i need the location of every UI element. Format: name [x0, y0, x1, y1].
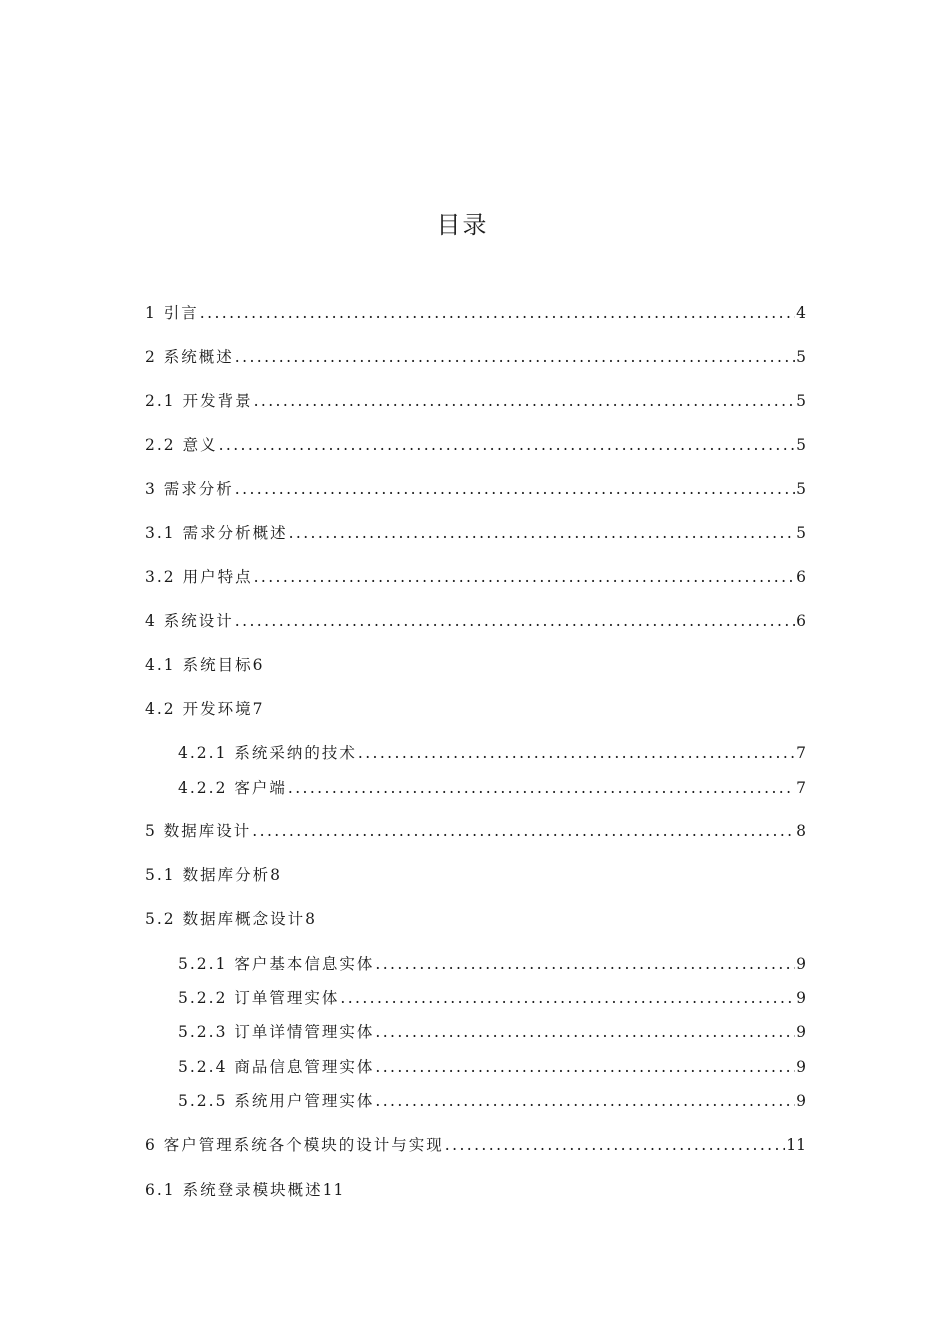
toc-page-number: 11 — [322, 1181, 345, 1199]
toc-entry-label: 3.2 用户特点 — [145, 568, 253, 586]
toc-entry-label: 5.2.1 客户基本信息实体 — [178, 955, 375, 973]
toc-page-number: 7 — [796, 744, 806, 762]
toc-entry-2[interactable] — [145, 345, 806, 367]
toc-page-number: 8 — [270, 866, 281, 884]
toc-entry-5-2-2[interactable] — [178, 986, 806, 1008]
dot-leader — [235, 480, 795, 498]
toc-entry-4-2[interactable] — [145, 697, 806, 719]
toc-entry-label: 2.2 意义 — [145, 436, 218, 454]
dot-leader — [375, 1023, 795, 1041]
toc-page-number: 5 — [796, 524, 806, 542]
toc-page-number: 9 — [796, 1092, 806, 1110]
toc-entry-label: 4.1 系统目标 — [145, 656, 253, 674]
toc-entry-4[interactable] — [145, 609, 806, 631]
toc-entry-4-1[interactable] — [145, 653, 806, 675]
toc-entry-label: 4.2.2 客户端 — [178, 779, 287, 797]
dot-leader — [445, 1136, 785, 1154]
toc-entry-label: 4 系统设计 — [145, 612, 234, 630]
toc-entry-label: 4.2.1 系统采纳的技术 — [178, 744, 357, 762]
toc-page-number: 5 — [796, 436, 806, 454]
toc-page-number: 11 — [786, 1136, 806, 1154]
toc-entry-4-2-2[interactable] — [178, 776, 806, 798]
dot-leader — [219, 436, 796, 454]
toc-page-number: 9 — [796, 955, 806, 973]
dot-leader — [340, 989, 795, 1007]
toc-entry-label: 5.2.4 商品信息管理实体 — [178, 1058, 375, 1076]
toc-entry-5-2-5[interactable] — [178, 1089, 806, 1111]
toc-entry-6-1[interactable] — [145, 1178, 806, 1200]
toc-entry-label: 3 需求分析 — [145, 480, 234, 498]
toc-entry-label: 5.1 数据库分析 — [145, 866, 271, 884]
toc-page-number: 5 — [796, 480, 806, 498]
toc-entry-label: 5.2 数据库概念设计 — [145, 910, 306, 928]
toc-page-number: 5 — [796, 348, 806, 366]
dot-leader — [358, 744, 795, 762]
dot-leader — [375, 955, 795, 973]
toc-page-number: 6 — [252, 656, 264, 674]
toc-entry-label: 5.2.5 系统用户管理实体 — [178, 1092, 375, 1110]
toc-entry-2-1[interactable] — [145, 389, 806, 411]
toc-entry-1[interactable] — [145, 301, 806, 323]
toc-entry-5[interactable] — [145, 819, 806, 841]
dot-leader — [200, 304, 795, 322]
toc-entry-label: 4.2 开发环境 — [145, 700, 253, 718]
dot-leader — [254, 392, 796, 410]
dot-leader — [235, 612, 795, 630]
toc-page-number: 8 — [305, 910, 316, 928]
toc-entry-4-2-1[interactable] — [178, 741, 806, 763]
toc-page-number: 9 — [796, 989, 806, 1007]
toc-entry-5-2-4[interactable] — [178, 1055, 806, 1077]
toc-entry-3-2[interactable] — [145, 565, 806, 587]
dot-leader — [375, 1092, 795, 1110]
toc-entry-3-1[interactable] — [145, 521, 806, 543]
toc-entry-2-2[interactable] — [145, 433, 806, 455]
dot-leader — [375, 1058, 795, 1076]
toc-page-number: 4 — [796, 304, 806, 322]
toc-page-number: 7 — [796, 779, 806, 797]
dot-leader — [254, 568, 796, 586]
toc-entry-label: 6 客户管理系统各个模块的设计与实现 — [145, 1136, 444, 1154]
toc-entry-label: 3.1 需求分析概述 — [145, 524, 288, 542]
toc-page-number: 9 — [796, 1023, 806, 1041]
toc-page-number: 6 — [796, 568, 806, 586]
toc-entry-label: 6.1 系统登录模块概述 — [145, 1181, 323, 1199]
dot-leader — [288, 779, 795, 797]
toc-entry-5-1[interactable] — [145, 863, 806, 885]
toc-entry-5-2-1[interactable] — [178, 952, 806, 974]
toc-page-number: 8 — [796, 822, 806, 840]
toc-entry-label: 5.2.2 订单管理实体 — [178, 989, 340, 1007]
toc-entry-6[interactable] — [145, 1133, 806, 1155]
toc-entry-label: 2 系统概述 — [145, 348, 234, 366]
toc-page-number: 9 — [796, 1058, 806, 1076]
dot-leader — [235, 348, 795, 366]
toc-page-number: 6 — [796, 612, 806, 630]
toc-entry-label: 1 引言 — [145, 304, 199, 322]
toc-entry-label: 5.2.3 订单详情管理实体 — [178, 1023, 375, 1041]
toc-entry-label: 5 数据库设计 — [145, 822, 252, 840]
toc-entry-5-2[interactable] — [145, 907, 806, 929]
toc-entry-3[interactable] — [145, 477, 806, 499]
dot-leader — [252, 822, 795, 840]
toc-entry-5-2-3[interactable] — [178, 1020, 806, 1042]
toc-page-number: 5 — [796, 392, 806, 410]
toc-entry-label: 2.1 开发背景 — [145, 392, 253, 410]
toc-page-number: 7 — [252, 700, 264, 718]
dot-leader — [289, 524, 796, 542]
toc-title: 目录 — [436, 211, 489, 239]
